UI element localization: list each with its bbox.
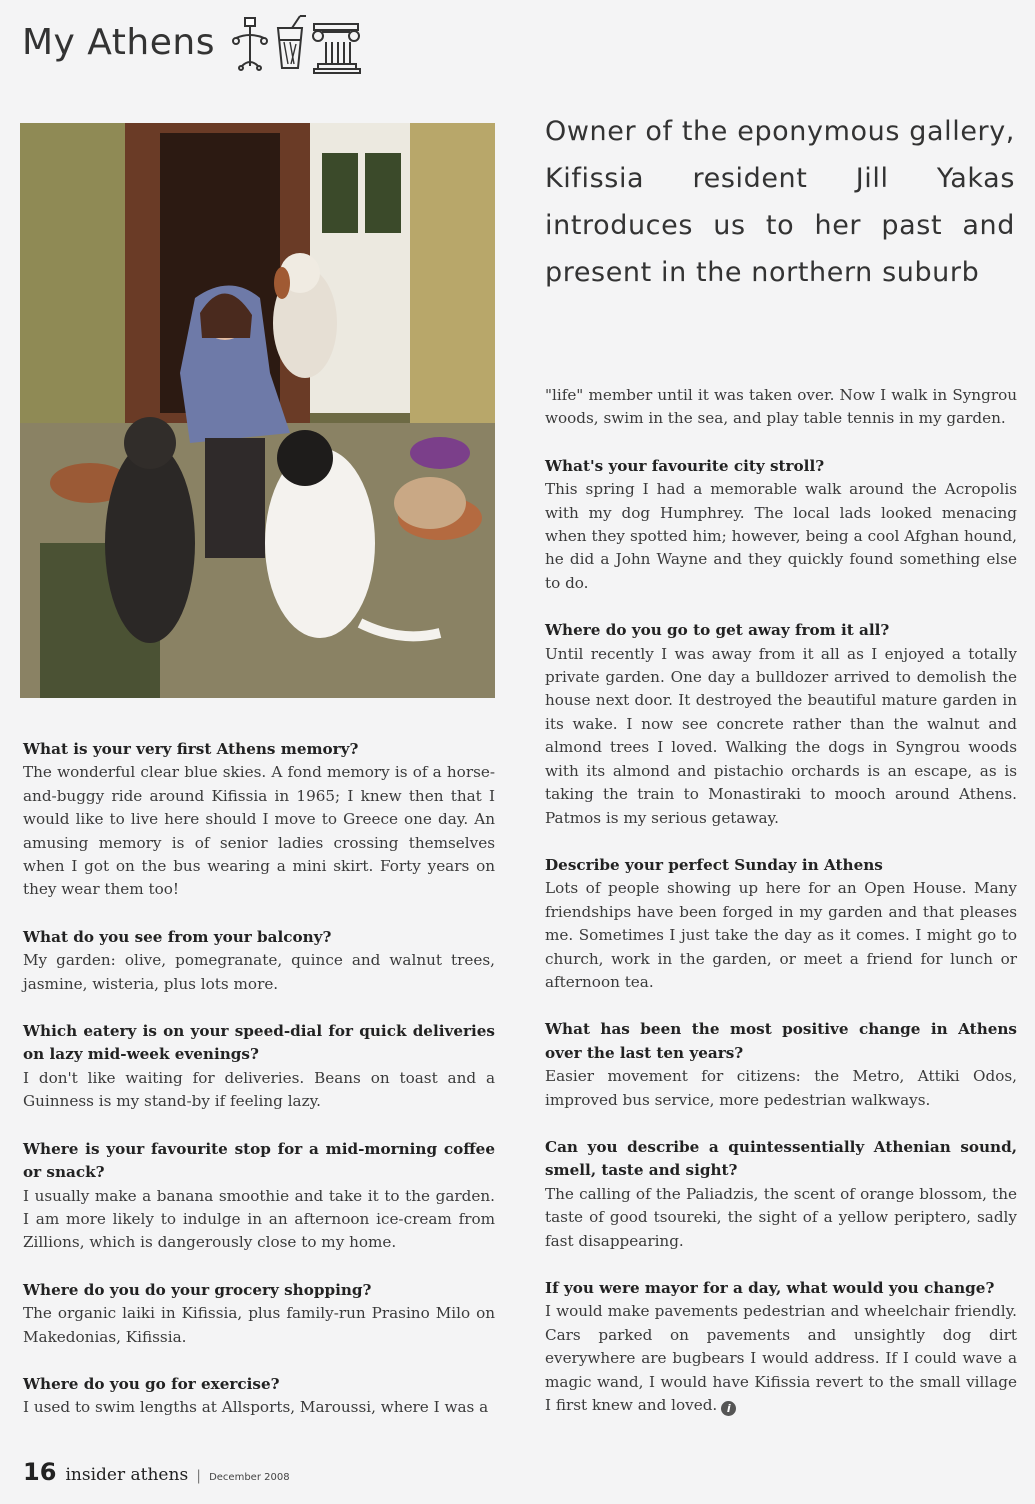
question: What's your favourite city stroll? <box>545 456 825 475</box>
info-end-icon: i <box>721 1401 736 1416</box>
continued-answer: "life" member until it was taken over. Now I walk in Syngrou woods, swim in the sea, and play table tennis in my garden. <box>545 386 1017 428</box>
lamp-post-icon <box>233 18 267 70</box>
answer: The wonderful clear blue skies. A fond memory is of a horse-and-buggy ride around Kifissia in 1965; I knew then that I would like to live here should I move to Greece one day. An amusing memory is of senior ladies crossing themselves when I got on the bus wearing a mini skirt. Forty years on they wear them too! <box>23 763 495 899</box>
question: Where do you go for exercise? <box>23 1374 280 1393</box>
magazine-name: insider athens <box>65 1465 189 1485</box>
answer-text: I would make pavements pedestrian and wheelchair friendly. Cars parked on pavements and unsightly dog dirt everywhere are bugbears I would address. If I could wave a magic wand, I would have Kifissia revert to the small village I first knew and loved. <box>545 1302 1017 1415</box>
ionic-column-icon <box>313 24 360 73</box>
qa-item <box>545 854 1017 994</box>
qa-item <box>23 1020 495 1114</box>
question: If you were mayor for a day, what would you change? <box>545 1279 995 1297</box>
answer: Easier movement for citizens: the Metro, Attiki Odos, improved bus service, more pedestrian walkways. <box>545 1067 1017 1109</box>
question: Can you describe a quintessentially Athenian sound, smell, taste and sight? <box>545 1137 1017 1180</box>
page-number: 16 <box>23 1458 57 1486</box>
question: What is your very first Athens memory? <box>23 740 359 758</box>
left-column <box>23 738 495 1444</box>
page-header <box>0 0 1035 88</box>
qa-item <box>545 619 1017 830</box>
answer: The calling of the Paliadzis, the scent of orange blossom, the taste of good tsoureki, the sight of a yellow periptero, sadly fast disappearing. <box>545 1184 1017 1250</box>
answer: Until recently I was away from it all as I enjoyed a totally private garden. One day a bulldozer arrived to demolish the house next door. It destroyed the beautiful mature garden in its wake. I now see concrete rather than the walnut and almond trees I loved. Walking the dogs in Syngrou woods with its almond and pistachio orchards is an escape, as is taking the train to Monastiraki to mooch around Athens. Patmos is my serious getaway. <box>545 644 1017 827</box>
qa-item <box>23 738 495 902</box>
question: Where do you go to get away from it all? <box>545 621 890 640</box>
answer <box>545 1300 1017 1417</box>
qa-item <box>545 1018 1017 1112</box>
answer: I don't like waiting for deliveries. Beans on toast and a Guinness is my stand-by if feeling lazy. <box>23 1068 495 1111</box>
answer: This spring I had a memorable walk around the Acropolis with my dog Humphrey. The local lads looked menacing when they spotted him; however, being a cool Afghan hound, he did a John Wayne and they quickly found something else to do. <box>545 480 1017 592</box>
question: Describe your perfect Sunday in Athens <box>545 855 883 874</box>
answer: Lots of people showing up here for an Open House. Many friendships have been forged in my garden and that pleases me. Sometimes I just take the day as it comes. I might go to church, work in the garden, or meet a friend for lunch or afternoon tea. <box>545 879 1017 991</box>
footer-separator: | <box>196 1468 201 1484</box>
section-title: My Athens <box>22 22 215 63</box>
answer: I used to swim lengths at Allsports, Maroussi, where I was a <box>23 1398 489 1417</box>
qa-item <box>23 1138 495 1255</box>
question: Which eatery is on your speed-dial for quick deliveries on lazy mid-week evenings? <box>23 1022 495 1064</box>
qa-item <box>23 926 495 996</box>
qa-item <box>545 1136 1017 1253</box>
question: What has been the most positive change in Athens over the last ten years? <box>545 1020 1017 1062</box>
question: Where is your favourite stop for a mid-morning coffee or snack? <box>23 1139 495 1182</box>
standfirst: Owner of the eponymous gallery, Kifissia resident Jill Yakas introduces us to her past and present in the northern suburb <box>545 116 1015 288</box>
answer: The organic laiki in Kifissia, plus family-run Prasino Milo on Makedonias, Kifissia. <box>23 1304 495 1346</box>
answer: I usually make a banana smoothie and take it to the garden. I am more likely to indulge in an afternoon ice-cream from Zillions, which is dangerously close to my home. <box>23 1186 495 1252</box>
question: Where do you do your grocery shopping? <box>23 1280 372 1299</box>
drink-glass-icon <box>278 16 306 68</box>
qa-item <box>545 1277 1017 1417</box>
answer: My garden: olive, pomegranate, quince and walnut trees, jasmine, wisteria, plus lots more. <box>23 951 495 993</box>
qa-item <box>23 1373 495 1420</box>
issue-date: December 2008 <box>209 1472 290 1483</box>
header-icon-group <box>228 14 368 74</box>
qa-item <box>23 1279 495 1349</box>
right-column <box>545 384 1017 1441</box>
question: What do you see from your balcony? <box>23 927 332 946</box>
portrait-photo <box>20 123 495 698</box>
page-footer <box>23 1458 290 1486</box>
qa-item <box>545 455 1017 595</box>
